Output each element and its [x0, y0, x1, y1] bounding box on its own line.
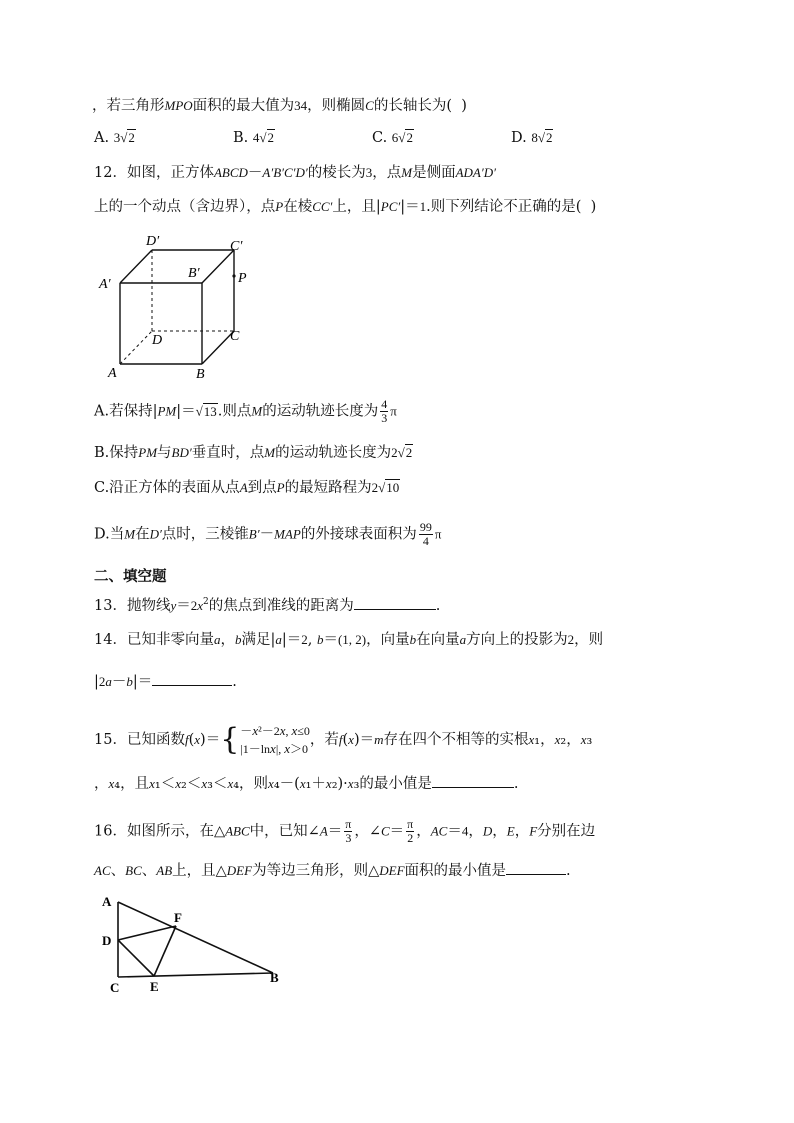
cube-label-b-prime: B′ — [188, 266, 200, 281]
q16-answer-blank[interactable] — [506, 860, 566, 875]
tri-label-c: C — [110, 980, 120, 995]
tri-label-d: D — [102, 933, 112, 948]
cube-label-a: A — [108, 366, 117, 381]
q12-option-b: B.保持PM与BD′垂直时，点M的运动轨迹长度为2√2 — [94, 445, 413, 461]
q14-line2: |2a－b|＝ . — [94, 671, 237, 692]
tri-label-e: E — [150, 979, 159, 994]
q11-option-c: C. 6√2 — [372, 130, 413, 146]
q15-line2: ，x₄，且x₁＜x₂＜x₃＜x₄，则x₄－(x₁＋x₂)·x₃的最小值是 . — [94, 773, 519, 794]
cube-label-d-prime: D′ — [146, 234, 160, 249]
tri-label-a: A — [102, 894, 112, 909]
q13-answer-blank[interactable] — [354, 595, 436, 610]
q11-option-b: B. 4√2 — [233, 130, 275, 146]
q12-option-d: D.当M在D′点时，三棱锥B′－MAP的外接球表面积为 $\frac{99}{4}$ π — [94, 520, 442, 548]
cube-figure — [96, 228, 266, 384]
q15-line1: 15．已知函数f(x)＝{ －x²－2x, x≤0 |1－lnx|, x＞0 ，若f(x)＝m存在四个不相等的实根x₁，x₂，x₃ — [94, 722, 593, 757]
cube-label-a-prime: A′ — [99, 277, 111, 292]
q14-line1: 14．已知非零向量a，b满足|a|＝2, b＝(1, 2)，向量b在向量a方向上的投影为2，则 — [94, 632, 604, 648]
cube-label-p: P — [238, 271, 247, 286]
q12-option-c: C.沿正方体的表面从点A到点P的最短路程为2√10 — [94, 480, 400, 496]
q12-stem-line2: 上的一个动点（含边界），点P在棱CC′上，且|PC′|＝1.则下列结论不正确的是( ) — [94, 199, 597, 215]
q15-answer-blank[interactable] — [432, 773, 514, 788]
cube-label-b: B — [196, 367, 205, 382]
q16-line1: 16．如图所示，在△ABC中，已知∠A＝ $\frac{\pi}{3}$ ，∠C＝ $\frac{\pi}{2}$ ，AC＝4，D，E，F分别在边 — [94, 817, 596, 845]
q11-option-a: A. 3√2 — [94, 130, 135, 146]
q11-option-d: D. 8√2 — [511, 130, 553, 146]
q14-answer-blank[interactable] — [152, 671, 232, 686]
triangle-figure — [98, 892, 288, 997]
q16-line2: AC、BC、AB上，且△DEF为等边三角形，则△DEF面积的最小值是 . — [94, 860, 571, 881]
section-heading: 二、填空题 — [94, 569, 167, 585]
q12-option-a: A.若保持|PM|＝√13.则点M的运动轨迹长度为 $\frac{4}{3}$ π — [94, 397, 397, 425]
q12-stem-line1: 12．如图，正方体ABCD－A′B′C′D′的棱长为3，点M是侧面ADA′D′ — [94, 165, 496, 181]
q13: 13．抛物线$y=2x^2$的焦点到准线的距离为 . — [94, 592, 440, 616]
tri-label-f: F — [174, 910, 182, 925]
cube-label-c-prime: C′ — [230, 239, 243, 254]
cube-label-c: C — [230, 329, 240, 344]
tri-label-b: B — [270, 970, 279, 985]
q11-stem: ，若三角形MPO面积的最大值为34，则椭圆C的长轴长为( ) — [92, 98, 467, 114]
cube-label-d: D — [152, 333, 163, 348]
